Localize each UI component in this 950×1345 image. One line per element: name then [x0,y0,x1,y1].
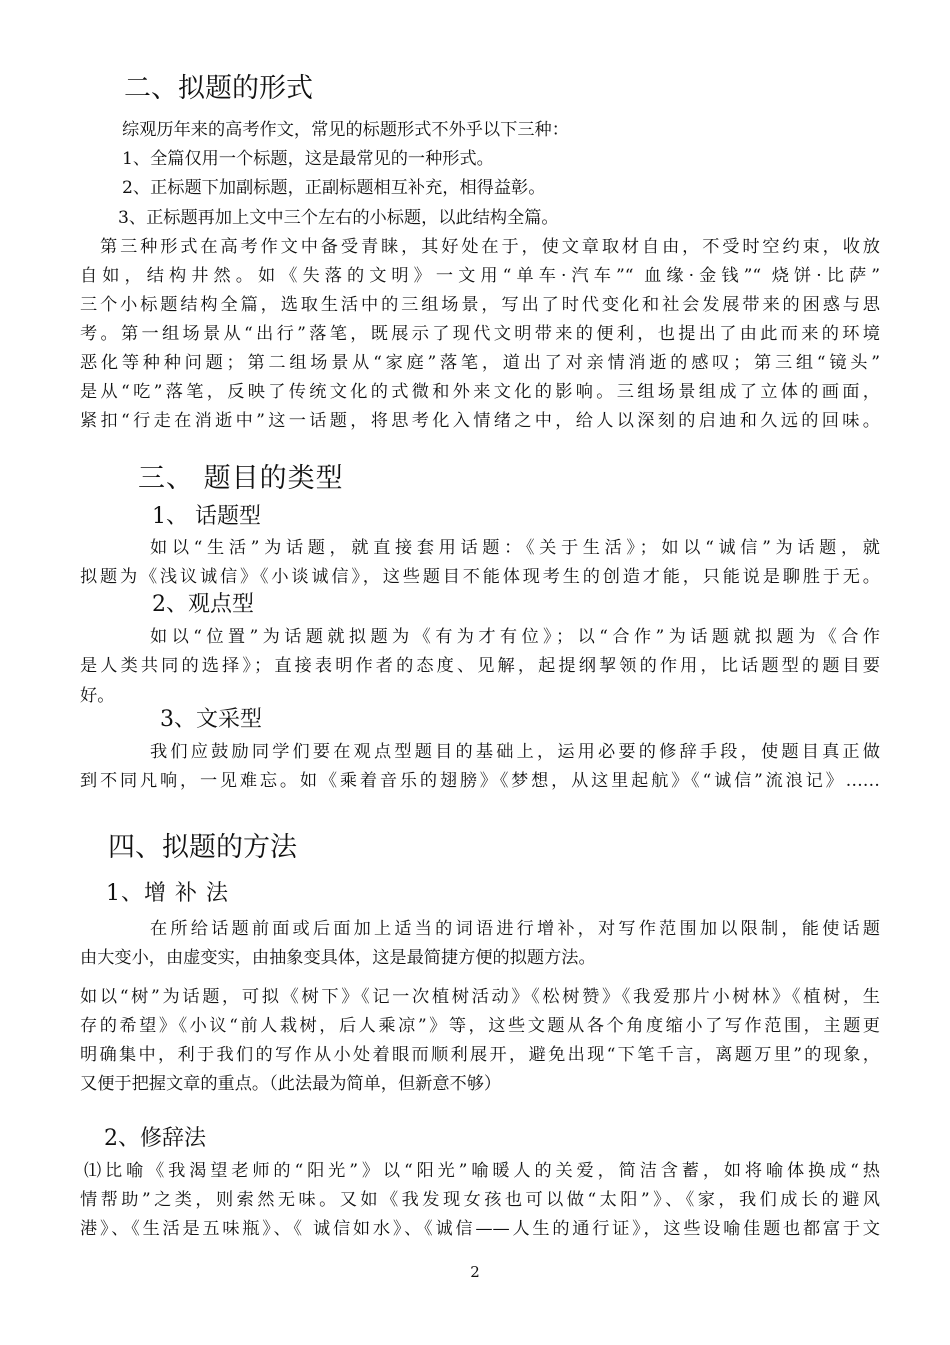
list-item: 1、全篇仅用一个标题，这是最常见的一种形式。 [122,149,494,169]
subsection-title-viewpoint: 2、观点型 [152,592,254,617]
paragraph-line: 情帮助”之类，则索然无味。又如《我发现女孩也可以做“太阳”》、《家，我们成长的避风 [80,1190,880,1210]
paragraph-line: ⑴比喻《我渴望老师的“阳光”》以“阳光”喻暖人的关爱，简洁含蓄，如将喻体换成“热 [84,1161,880,1181]
paragraph-line: 紧扣“行走在消逝中”这一话题，将思考化入情绪之中，给人以深刻的启迪和久远的回味。 [80,411,880,431]
paragraph-line: 在所给话题前面或后面加上适当的词语进行增补，对写作范围加以限制，能使话题 [150,919,880,939]
paragraph-line: 拟题为《浅议诚信》《小谈诚信》，这些题目不能体现考生的创造才能，只能说是聊胜于无。 [80,567,880,587]
subsection-title-supplement: 1、增 补 法 [106,881,229,906]
paragraph-line: 是人类共同的选择》；直接表明作者的态度、见解，起提纲挈领的作用，比话题型的题目要 [80,656,880,676]
paragraph-line: 存的希望》《小议“前人栽树，后人乘凉”》等，这些文题从各个角度缩小了写作范围，主题更 [80,1016,880,1036]
paragraph-line: 又便于把握文章的重点。（此法最为简单，但新意不够） [80,1074,502,1094]
paragraph-line: 由大变小，由虚变实，由抽象变具体，这是最简捷方便的拟题方法。 [80,948,596,968]
paragraph-line: 明确集中，利于我们的写作从小处着眼而顺利展开，避免出现“下笔千言，离题万里”的现象， [80,1045,880,1065]
section-heading-methods: 四、拟题的方法 [108,832,297,863]
subsection-title-topic: 1、 话题型 [152,504,261,529]
paragraph-line: 如以“位置”为话题就拟题为《有为才有位》；以“合作”为话题就拟题为《合作 [150,627,880,647]
paragraph-line: 三个小标题结构全篇，选取生活中的三组场景，写出了时代变化和社会发展带来的困惑与思 [80,295,880,315]
section-heading-types: 三、 题目的类型 [138,463,344,494]
paragraph-line: 恶化等种种问题；第二组场景从“家庭”落笔，道出了对亲情消逝的感叹；第三组“镜头” [80,353,880,373]
paragraph-line: 是从“吃”落笔，反映了传统文化的式微和外来文化的影响。三组场景组成了立体的画面， [80,382,880,402]
paragraph-line: 自如，结构井然。如《失落的文明》一文用“单车·汽车”“ 血缘·金钱”“ 烧饼·比萨” [80,266,880,286]
subsection-title-rhetoric: 2、修辞法 [104,1126,206,1151]
list-item: 3、正标题再加上文中三个左右的小标题，以此结构全篇。 [118,208,559,228]
paragraph-line: 如以“生活”为话题，就直接套用话题：《关于生活》；如以“诚信”为话题，就 [150,538,880,558]
paragraph-line: 港》、《生活是五味瓶》、《 诚信如水》、《诚信——人生的通行证》，这些设喻佳题也都富于文 [80,1219,880,1239]
list-item: 2、正标题下加副标题，正副标题相互补充，相得益彰。 [122,178,546,198]
paragraph-line: 第三种形式在高考作文中备受青睐，其好处在于，使文章取材自由，不受时空约束，收放 [100,237,880,257]
intro-line: 综观历年来的高考作文，常见的标题形式不外乎以下三种： [122,120,569,140]
paragraph-line: 如以“树”为话题，可拟《树下》《记一次植树活动》《松树赞》《我爱那片小树林》《植树，生 [80,987,880,1007]
paragraph-line: 到不同凡响，一见难忘。如《乘着音乐的翅膀》《梦想，从这里起航》《“诚信”流浪记》…… [80,771,880,791]
paragraph-line: 考。第一组场景从“出行”落笔，既展示了现代文明带来的便利，也提出了由此而来的环境 [80,324,880,344]
paragraph-line: 我们应鼓励同学们要在观点型题目的基础上，运用必要的修辞手段，使题目真正做 [150,742,880,762]
page-number: 2 [470,1263,480,1281]
paragraph-line: 好。 [80,686,115,706]
section-heading-form: 二、拟题的形式 [124,73,313,104]
subsection-title-literary: 3、文采型 [160,707,262,732]
